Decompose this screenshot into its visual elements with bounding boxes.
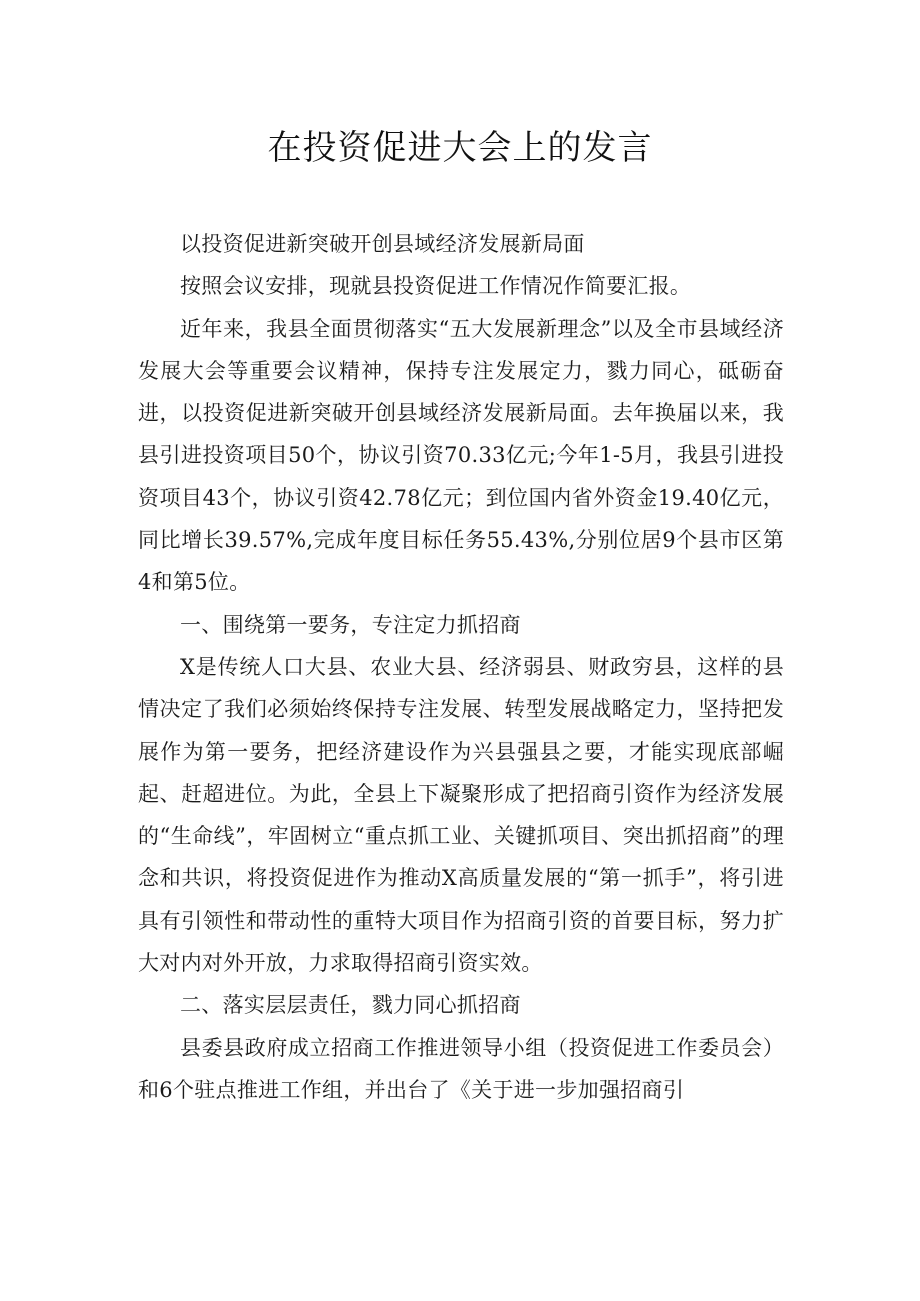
section-heading-2: 二、落实层层责任，戮力同心抓招商: [180, 993, 521, 1018]
subtitle-paragraph: 以投资促进新突破开创县域经济发展新局面: [180, 232, 585, 256]
overview-paragraph: 近年来，我县全面贯彻落实“五大发展新理念”以及全市县域经济发展大会等重要会议精神，保持专注发展定力，戮力同心，砥砺奋进，以投资促进新突破开创县域经济发展新局面。去年换届以来，我县引进投资项目50个，协议引资70.33亿元;今年1-5月，我县引进投资项目43个，协议引资42.78亿元；到位国内省外资金19.40亿元，同比增长39.57%,完成年度目标任务55.43%,分别位居9个县市区第4和第5位。: [138, 316, 784, 595]
document-body: [138, 223, 784, 1111]
intro-paragraph: 按照会议安排，现就县投资促进工作情况作简要汇报。: [180, 274, 692, 299]
section-1-paragraph: X是传统人口大县、农业大县、经济弱县、财政穷县，这样的县情决定了我们必须始终保持专注发展、转型发展战略定力，坚持把发展作为第一要务，把经济建设作为兴县强县之要，才能实现底部崛起、赶超进位。为此，全县上下凝聚形成了把招商引资作为经济发展的“生命线”，牢固树立“重点抓工业、关键抓项目、突出抓招商”的理念和共识，将投资促进作为推动X高质量发展的“第一抓手”，将引进具有引领性和带动性的重特大项目作为招商引资的首要目标，努力扩大对内对外开放，力求取得招商引资实效。: [138, 654, 784, 976]
document-title: 在投资促进大会上的发言: [267, 128, 653, 168]
section-heading-1: 一、围绕第一要务，专注定力抓招商: [180, 612, 521, 637]
section-2-paragraph: 县委县政府成立招商工作推进领导小组（投资促进工作委员会）和6个驻点推进工作组，并出台了《关于进一步加强招商引: [138, 1035, 784, 1102]
